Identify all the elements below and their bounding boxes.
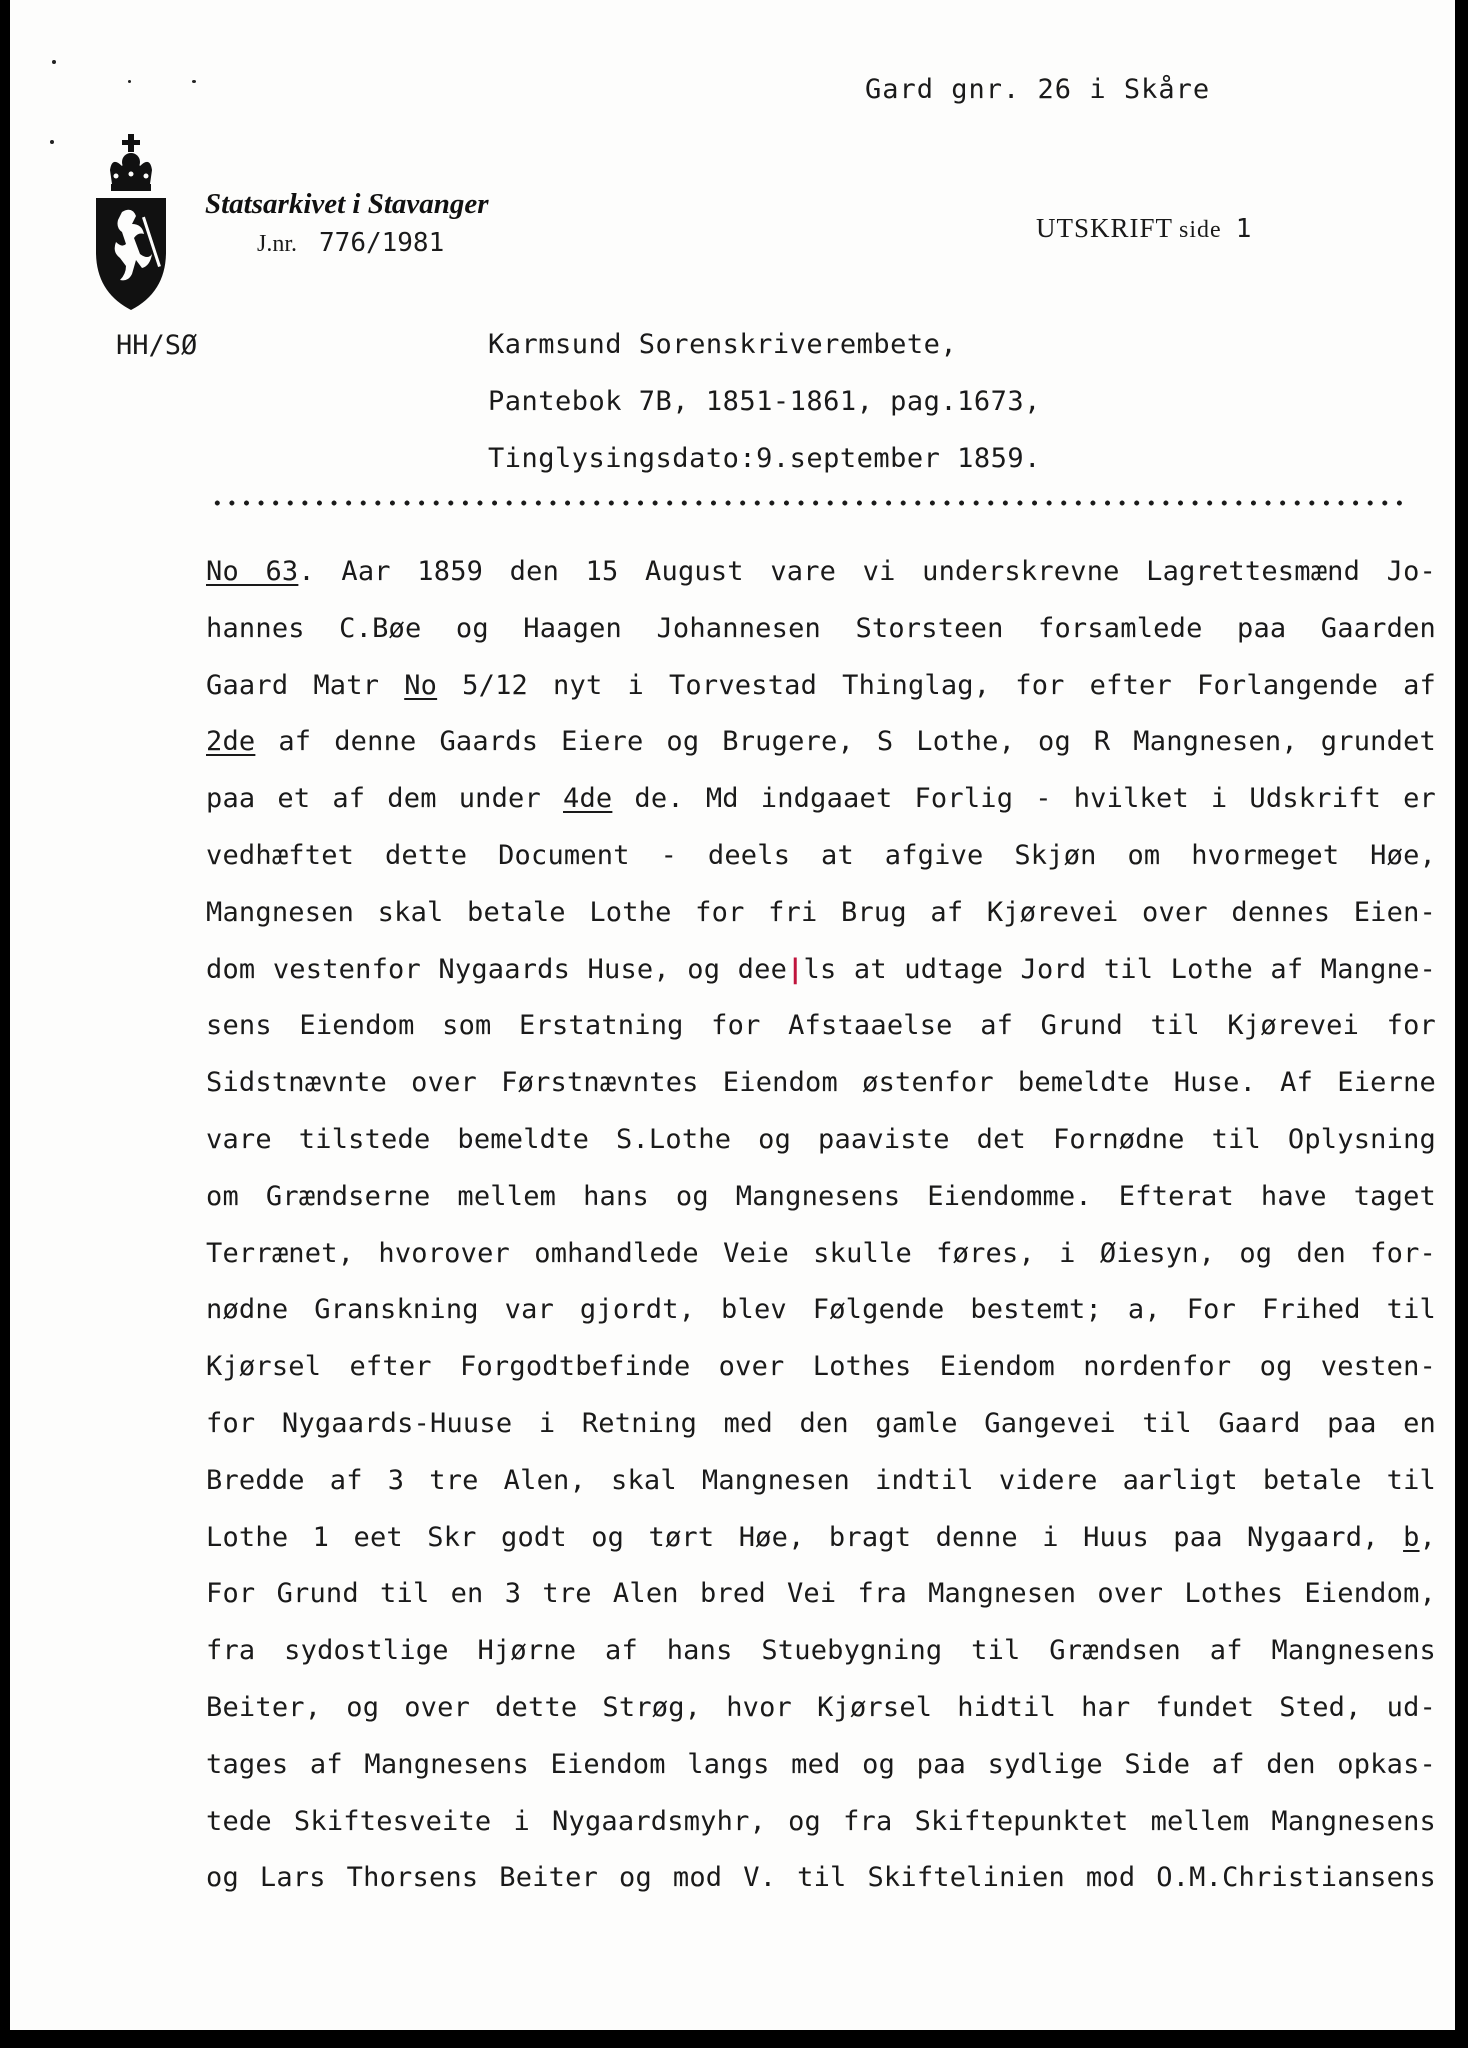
source-book: Pantebok 7B, 1851-1861, pag.1673, (488, 386, 1041, 417)
body-line-24: og Lars Thorsens Beiter og mod V. til Skiftelinien mod O.M.Christiansens (206, 1862, 1436, 1894)
body-line-10: Sidstnævnte over Førstnævntes Eiendom østenfor bemeldte Huse. Af Eierne (206, 1067, 1436, 1099)
initials: HH/SØ (116, 330, 198, 361)
body-line-22: tages af Mangnesens Eiendom langs med og paa sydlige Side af den opkas- (206, 1748, 1436, 1780)
entry-number: No 63 (206, 556, 299, 587)
body-line-21: Beiter, og over dette Strøg, hvor Kjørsel hidtil har fundet Sted, ud- (206, 1691, 1436, 1723)
body-line-4: 2de af denne Gaards Eiere og Brugere, S Lothe, og R Mangnesen, grundet (206, 726, 1436, 758)
body-line-17: Bredde af 3 tre Alen, skal Mangnesen indtil videre aarligt betale til (206, 1464, 1436, 1496)
journal-number-label: J.nr. (257, 231, 298, 257)
gard-reference: Gard gnr. 26 i Skåre (865, 74, 1211, 105)
journal-number (257, 228, 444, 258)
body-line-23: tede Skiftesveite i Nygaardsmyhr, og fra Skiftepunktet mellem Mangnesens (206, 1805, 1436, 1837)
archive-name: Statsarkivet i Stavanger (205, 188, 489, 220)
body-line-11: vare tilstede bemeldte S.Lothe og paaviste det Fornødne til Oplysning (206, 1123, 1436, 1155)
scan-speck (52, 60, 56, 64)
body-line-15: Kjørsel efter Forgodtbefinde over Lothes Eiendom nordenfor og vesten- (206, 1351, 1436, 1383)
body-line-1: No 63. Aar 1859 den 15 August vare vi underskrevne Lagrettesmænd Jo- (206, 556, 1436, 587)
scan-speck (192, 80, 196, 83)
body-line-2: hannes C.Bøe og Haagen Johannesen Storsteen forsamlede paa Gaarden (206, 612, 1436, 644)
body-line-18: Lothe 1 eet Skr godt og tørt Høe, bragt denne i Huus paa Nygaard, b, (206, 1521, 1436, 1553)
scan-speck (128, 80, 131, 83)
body-line-13: Terrænet, hvorover omhandlede Veie skulle føres, i Øiesyn, og den for- (206, 1237, 1436, 1269)
document-page (10, 0, 1455, 2030)
body-line-7: Mangnesen skal betale Lothe for fri Brug af Kjørevei over dennes Eien- (206, 896, 1436, 928)
transcription-body (206, 556, 1436, 1919)
source-office: Karmsund Sorenskriverembete, (488, 329, 958, 360)
body-line-20: fra sydostlige Hjørne af hans Stuebygning til Grændsen af Mangnesens (206, 1635, 1436, 1667)
body-line-16: for Nygaards-Huuse i Retning med den gamle Gangevei til Gaard paa en (206, 1407, 1436, 1439)
side-label: side (1179, 217, 1222, 243)
body-line-12: om Grændserne mellem hans og Mangnesens Eiendomme. Efterat have taget (206, 1180, 1436, 1212)
body-line-6: vedhæftet dette Document - deels at afgive Skjøn om hvormeget Høe, (206, 839, 1436, 871)
source-date: Tinglysingsdato:9.september 1859. (488, 443, 1041, 474)
side-number: 1 (1235, 214, 1253, 244)
source-block (488, 330, 1041, 501)
body-line-19: For Grund til en 3 tre Alen bred Vei fra Mangnesen over Lothes Eiendom, (206, 1578, 1436, 1610)
journal-number-value: 776/1981 (319, 228, 445, 258)
body-line-14: nødne Granskning var gjordt, blev Følgende bestemt; a, For Frihed til (206, 1294, 1436, 1326)
body-line-9: sens Eiendom som Erstatning for Afstaaelse af Grund til Kjørevei for (206, 1010, 1436, 1042)
body-line-8: dom vestenfor Nygaards Huse, og dee|ls at udtage Jord til Lothe af Mangne- (206, 953, 1436, 985)
body-line-5: paa et af dem under 4de de. Md indgaaet Forlig - hvilket i Udskrift er (206, 783, 1437, 815)
red-cursor-mark: | (787, 953, 804, 985)
scan-speck (50, 140, 54, 144)
utskrift-label: UTSKRIFT (1036, 213, 1174, 243)
norwegian-coat-of-arms-icon (92, 132, 170, 312)
dotted-separator (210, 500, 1410, 506)
body-line-3: Gaard Matr No 5/12 nyt i Torvestad Thinglag, for efter Forlangende af (206, 669, 1436, 701)
utskrift-page-label (1036, 213, 1252, 244)
